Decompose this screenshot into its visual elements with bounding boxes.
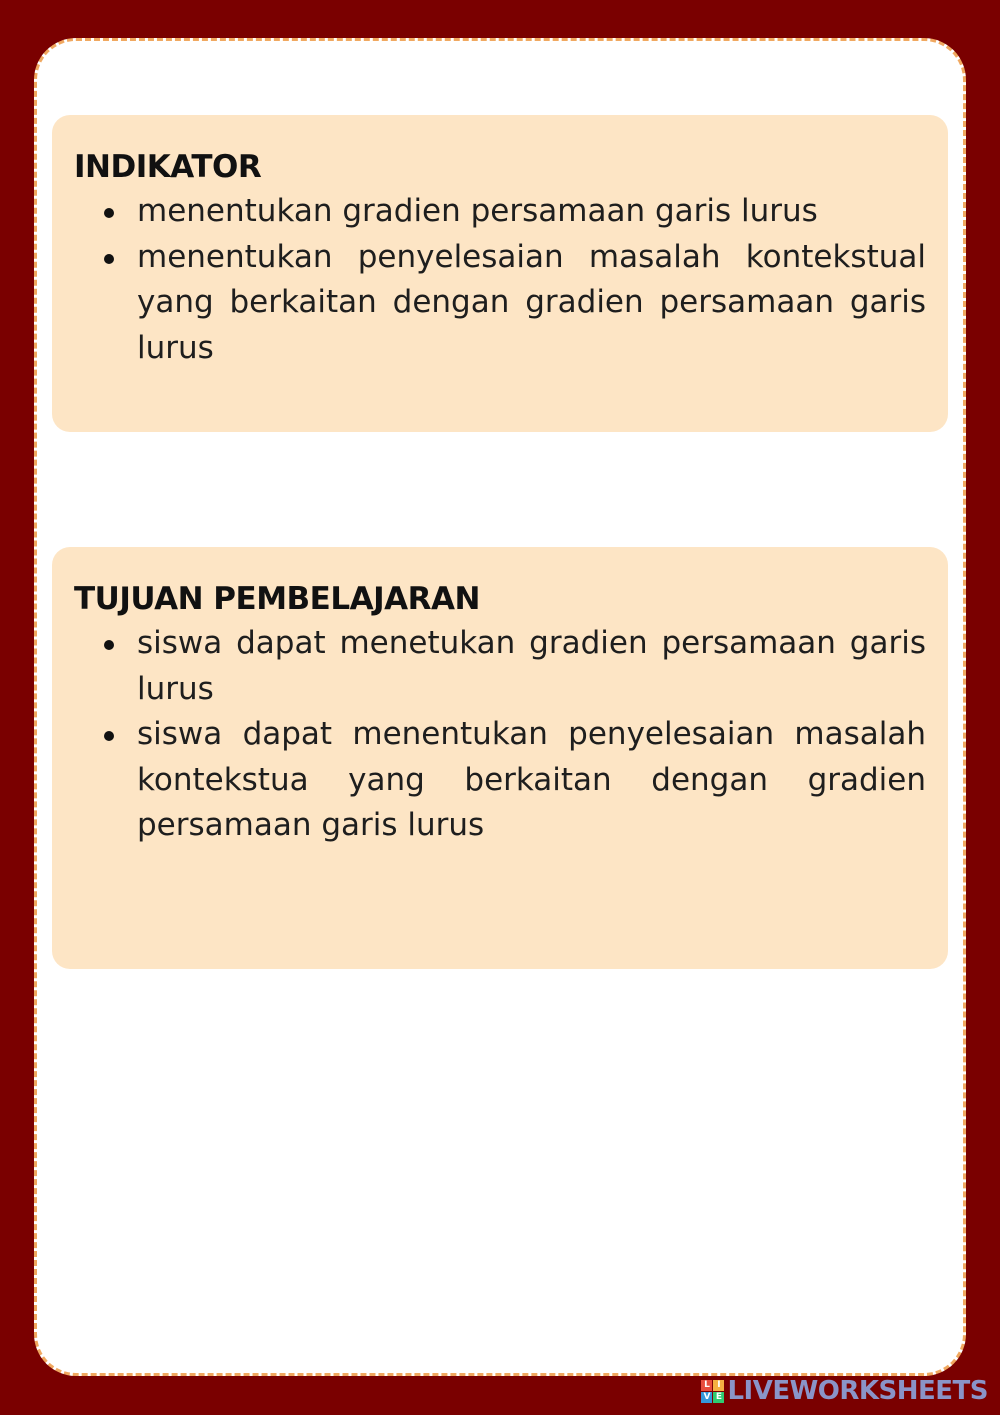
list-item [74, 621, 926, 712]
logo-letter: E [713, 1392, 724, 1403]
logo-letter: V [701, 1392, 712, 1403]
list-item-text: menentukan penyelesaian masalah kontekstual yang berkaitan dengan gradien persamaan garis lurus [137, 238, 926, 366]
tujuan-list [74, 621, 926, 849]
logo-letter: L [701, 1380, 712, 1391]
liveworksheets-logo-icon [701, 1380, 724, 1403]
bullet-icon [104, 254, 114, 264]
indikator-list [74, 189, 926, 371]
bullet-icon [104, 640, 114, 650]
tujuan-section [52, 547, 948, 969]
list-item-text: siswa dapat menentukan penyelesaian masalah kontekstua yang berkaitan dengan gradien persamaan garis lurus [137, 716, 926, 843]
bullet-icon [104, 731, 114, 741]
list-item-text: siswa dapat menetukan gradien persamaan garis lurus [137, 625, 926, 707]
tujuan-title: TUJUAN PEMBELAJARAN [74, 581, 480, 617]
liveworksheets-watermark [701, 1377, 988, 1405]
list-item [74, 712, 926, 849]
bullet-icon [104, 208, 114, 218]
watermark-text: LIVEWORKSHEETS [727, 1376, 988, 1406]
indikator-section [52, 115, 948, 432]
list-item [74, 235, 926, 372]
logo-letter: I [713, 1380, 724, 1391]
list-item [74, 189, 926, 235]
indikator-title: INDIKATOR [74, 149, 262, 185]
list-item-text: menentukan gradien persamaan garis lurus [137, 193, 818, 229]
